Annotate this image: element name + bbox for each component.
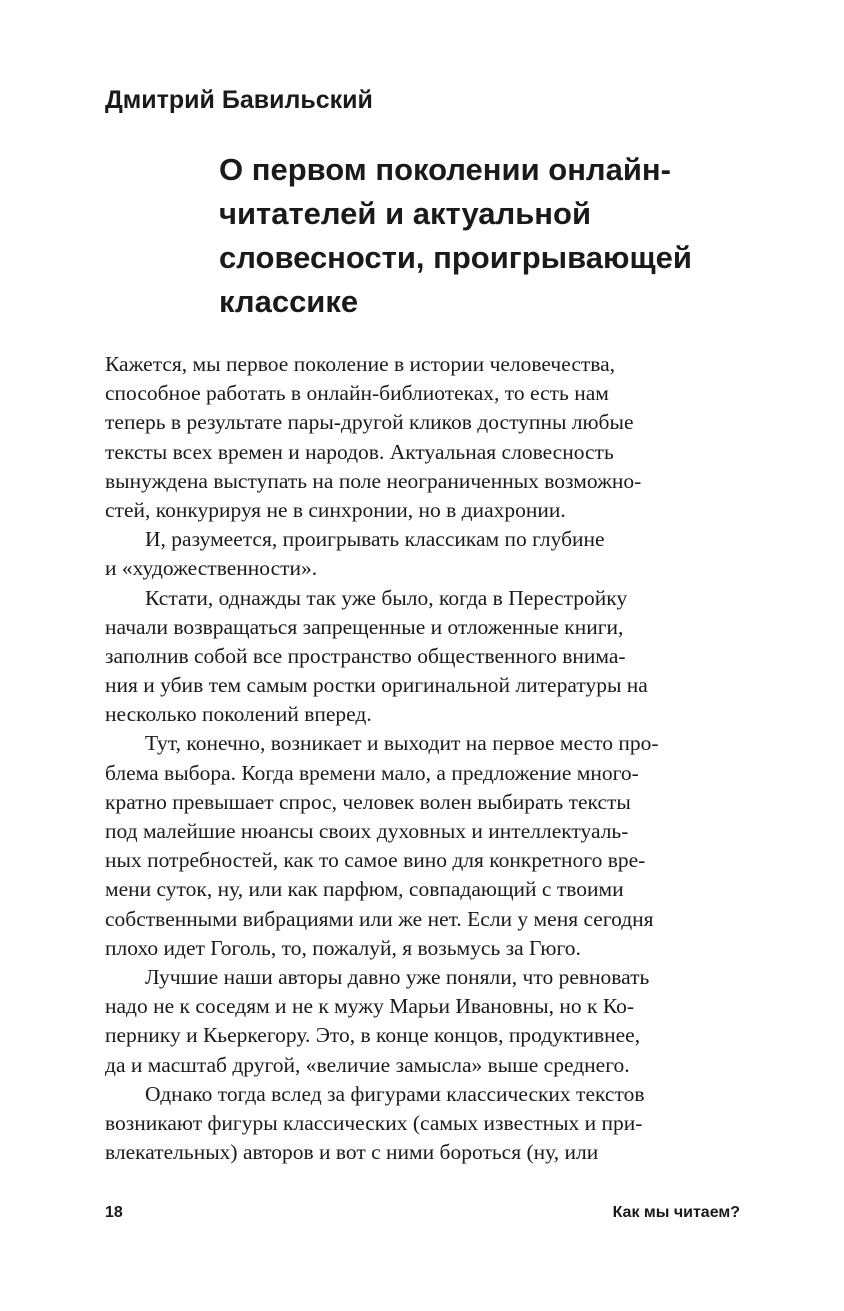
text-line: и «художественности». <box>105 556 318 581</box>
text-line: ния и убив тем самым ростки оригинальной литературы на <box>105 673 648 698</box>
text-line: способное работать в онлайн-библиотеках, то есть нам <box>105 381 609 406</box>
text-line: теперь в результате пары-другой кликов доступны любые <box>105 410 634 435</box>
page-number: 18 <box>105 1204 123 1221</box>
chapter-title-line: О первом поколении онлайн- <box>219 152 671 187</box>
text-line: собственными вибрациями или же нет. Если у меня сегодня <box>105 906 654 931</box>
text-line: мени суток, ну, или как парфюм, совпадающий с твоими <box>105 877 624 902</box>
text-line: блема выбора. Когда времени мало, а предложение много- <box>105 760 639 785</box>
author-name: Дмитрий Бавильский <box>105 86 373 114</box>
text-line: кратно превышает спрос, человек волен выбирать тексты <box>105 789 631 814</box>
text-line: возникают фигуры классических (самых известных и при- <box>105 1110 643 1135</box>
text-line: Кажется, мы первое поколение в истории человечества, <box>105 352 616 376</box>
text-line: да и масштаб другой, «величие замысла» выше среднего. <box>105 1052 630 1077</box>
text-line: стей, конкурируя не в синхронии, но в диахронии. <box>105 497 566 522</box>
paragraph-first-line: И, разумеется, проигрывать классикам по глубине <box>145 527 605 552</box>
text-line: пернику и Кьеркегору. Это, в конце концов, продуктивнее, <box>105 1023 641 1048</box>
text-line: тексты всех времен и народов. Актуальная словесность <box>105 439 614 464</box>
chapter-title-line: словесности, проигрывающей <box>219 240 692 275</box>
running-title: Как мы читаем? <box>612 1204 740 1221</box>
body-text <box>105 350 715 1167</box>
text-line: плохо идет Гоголь, то, пожалуй, я возьмусь за Гюго. <box>105 935 581 960</box>
paragraph-first-line: Кстати, однажды так уже было, когда в Перестройку <box>145 585 628 610</box>
text-line: заполнив собой все пространство общественного внима- <box>105 643 626 668</box>
text-line: вынуждена выступать на поле неограниченных возможно- <box>105 468 642 493</box>
paragraph-first-line: Однако тогда вслед за фигурами классических текстов <box>145 1081 645 1106</box>
chapter-title <box>219 148 739 324</box>
paragraph-first-line: Тут, конечно, возникает и выходит на первое место про- <box>145 731 659 756</box>
text-line: несколько поколений вперед. <box>105 702 372 727</box>
text-line: надо не к соседям и не к мужу Марьи Ивановны, но к Ко- <box>105 994 635 1019</box>
text-line: начали возвращаться запрещенные и отложенные книги, <box>105 614 624 639</box>
chapter-title-line: читателей и актуальной <box>219 196 592 231</box>
text-line: под малейшие нюансы своих духовных и интеллектуаль- <box>105 819 629 843</box>
text-line: влекательных) авторов и вот с ними бороться (ну, или <box>105 1140 599 1165</box>
chapter-title-line: классике <box>219 284 359 319</box>
text-line: ных потребностей, как то самое вино для конкретного вре- <box>105 848 646 873</box>
paragraph-first-line: Лучшие наши авторы давно уже поняли, что ревновать <box>145 964 650 989</box>
